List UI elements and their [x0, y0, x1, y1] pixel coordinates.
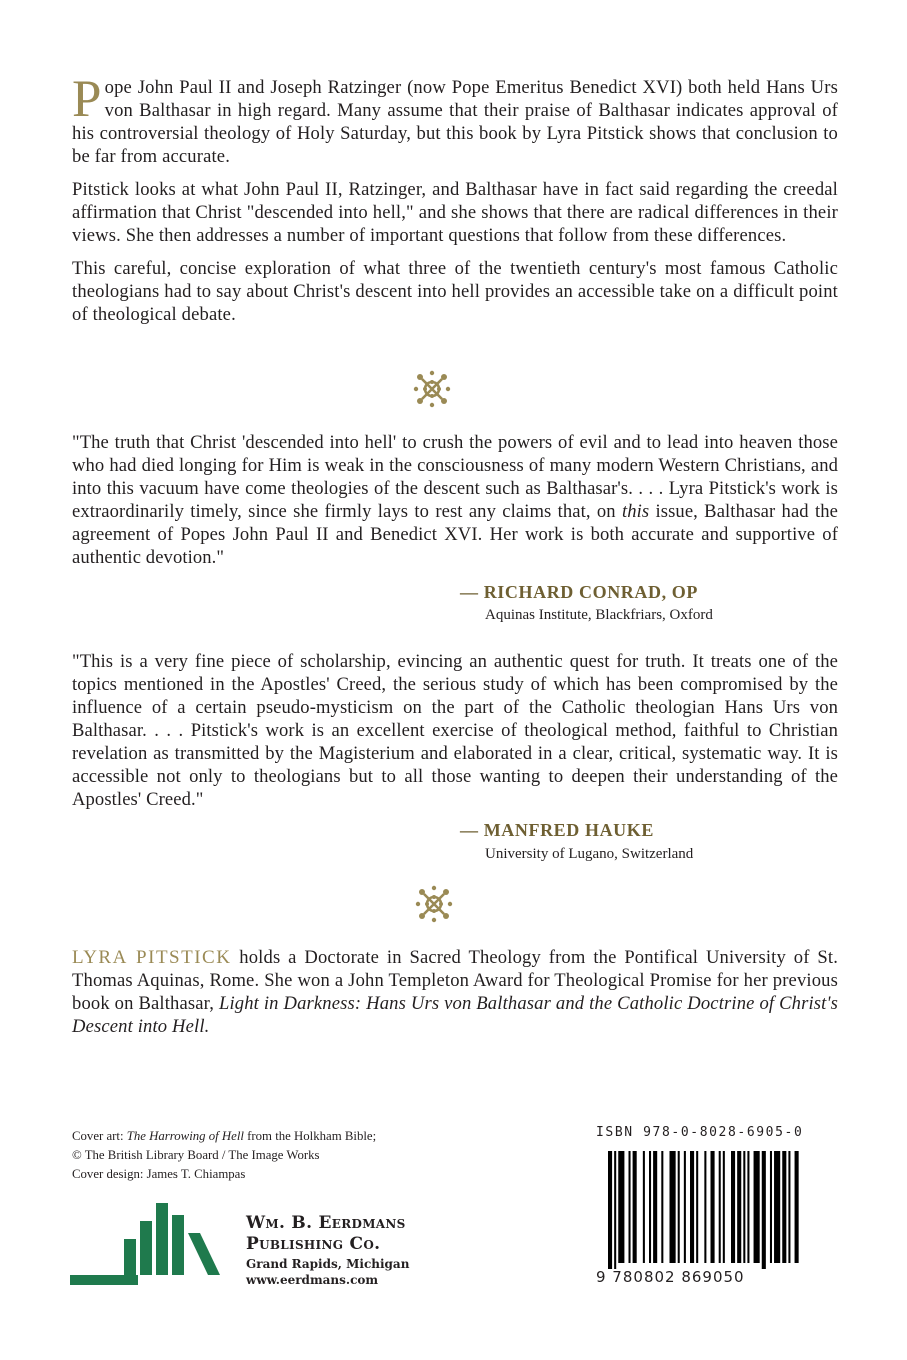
endorser-name-1: — RICHARD CONRAD, OP	[460, 582, 698, 602]
barcode-bar	[643, 1151, 645, 1263]
barcode-bar	[629, 1151, 631, 1263]
barcode-bar	[690, 1151, 694, 1263]
author-name: LYRA PITSTICK	[72, 947, 232, 968]
publisher-location-block	[246, 1256, 409, 1288]
ornament-icon	[412, 369, 452, 409]
barcode-bar	[661, 1151, 663, 1263]
barcode-bar	[731, 1151, 735, 1263]
barcode-bar	[684, 1151, 686, 1263]
endorsement-quote-2: "This is a very fine piece of scholarship, evincing an authentic quest for truth. It treats one of the topics mentioned in the Apostles' Creed, the serious study of which has been compromised by the influence of a certain pseudo-mysticism on the part of the Catholic theologian Hans Urs von Balthasar. . . . Pitstick's work is an excellent exercise of theological method, faithful to Christian revelation as transmitted by the Magisterium and elaborated in a clear, critical, systematic way. It is accessible not only to theologians but to all those wanting to deepen their understanding of the Apostles' Creed."	[72, 651, 838, 810]
barcode-bar	[743, 1151, 745, 1263]
barcode-bar	[723, 1151, 725, 1263]
barcode-bar	[653, 1151, 657, 1263]
endorser-name-2: — MANFRED HAUKE	[460, 820, 654, 840]
publisher-name-line-1: Wm. B. Eerdmans	[246, 1213, 406, 1233]
publisher-location: Grand Rapids, Michigan	[246, 1257, 410, 1271]
cover-design-credit: Cover design: James T. Chiampas	[72, 1167, 246, 1181]
barcode-bar	[711, 1151, 715, 1263]
barcode-bar	[762, 1151, 766, 1269]
isbn-label: ISBN 978-0-8028-6905-0	[596, 1125, 804, 1140]
endorser-affiliation-1: Aquinas Institute, Blackfriars, Oxford	[485, 607, 713, 623]
cover-credits	[72, 1127, 376, 1184]
endorsement-quote-1-italic: this	[621, 501, 650, 522]
endorsement-quote-1	[72, 431, 838, 569]
copyright-credit: © The British Library Board / The Image Works	[72, 1148, 320, 1162]
barcode-bar	[678, 1151, 680, 1263]
publisher-logo-icon	[70, 1203, 240, 1287]
barcode-bar	[649, 1151, 651, 1263]
cover-art-label: Cover art:	[72, 1129, 127, 1143]
barcode	[596, 1151, 812, 1283]
barcode-bar	[719, 1151, 721, 1263]
author-bio-text: holds a Doctorate in Sacred Theology from the Pontifical University of St. Thomas Aquinas, Rome. She won a John Templeton Award for Theological Promise for her previous book on Balthasar,	[72, 947, 838, 1014]
cover-art-title: The Harrowing of Hell	[126, 1129, 244, 1143]
barcode-bar	[795, 1151, 799, 1263]
barcode-bar	[670, 1151, 676, 1263]
publisher-name	[246, 1213, 406, 1255]
description	[72, 70, 838, 326]
description-text-1: ope John Paul II and Joseph Ratzinger (now Pope Emeritus Benedict XVI) both held Hans Urs von Balthasar in high regard. Many assume that their praise of Balthasar indicates approval of his controversial theology of Holy Saturday, but this book by Lyra Pitstick shows that conclusion to be far from accurate.	[72, 77, 838, 167]
barcode-bar	[633, 1151, 637, 1263]
author-bio-paragraph	[72, 946, 838, 1038]
endorsement-quote-1-a: "The truth that Christ 'descended into hell' to crush the powers of evil and to lead into heaven those who had died longing for Him is weak in the consciousness of many modern Western Christians, and into this vacuum have come theologies of the descent such as Balthasar's. . . . Lyra Pitstick's work is extraordinarily timely, since she firmly lays to rest any claims that, on	[72, 432, 838, 522]
cover-art-source: from the Holkham Bible;	[243, 1129, 377, 1143]
endorser-affiliation-2: University of Lugano, Switzerland	[485, 846, 694, 862]
barcode-bar	[747, 1151, 749, 1263]
barcode-bar	[754, 1151, 760, 1263]
endorsement-quote-1-b: issue, Balthasar had the agreement of Popes John Paul II and Benedict XVI. Her work is both accurate and supportive of authentic devotion."	[72, 501, 838, 568]
barcode-bar	[782, 1151, 786, 1263]
barcode-bar	[770, 1151, 772, 1263]
barcode-bar	[608, 1151, 612, 1269]
barcode-digits: 9 780802 869050	[596, 1268, 745, 1286]
ornament-icon	[414, 884, 454, 924]
previous-book-title: Light in Darkness: Hans Urs von Balthasar and the Catholic Doctrine of Christ's Descent into Hell.	[72, 993, 839, 1037]
cover-art-credit	[72, 1127, 376, 1146]
barcode-bar	[737, 1151, 741, 1263]
publisher-website: www.eerdmans.com	[246, 1273, 379, 1287]
barcode-bar	[774, 1151, 780, 1263]
barcode-bar	[614, 1151, 616, 1269]
publisher-name-line-2: Publishing Co.	[246, 1234, 381, 1254]
description-paragraph-3: This careful, concise exploration of what three of the twentieth century's most famous Catholic theologians had to say about Christ's descent into hell provides an accessible take on a difficult point of theological debate.	[72, 258, 838, 325]
author-bio	[72, 946, 838, 1038]
barcode-bar	[704, 1151, 706, 1263]
description-paragraph-1	[72, 70, 838, 168]
endorsement-2	[72, 650, 838, 811]
barcode-bar	[696, 1151, 698, 1263]
drop-cap: P	[72, 70, 102, 128]
description-paragraph-2: Pitstick looks at what John Paul II, Ratzinger, and Balthasar have in fact said regarding the creedal affirmation that Christ "descended into hell," and she shows that there are radical differences in their views. She then addresses a number of important questions that follow from these differences.	[72, 179, 838, 246]
endorsement-1	[72, 431, 838, 569]
barcode-bar	[618, 1151, 624, 1263]
barcode-bar	[788, 1151, 790, 1263]
